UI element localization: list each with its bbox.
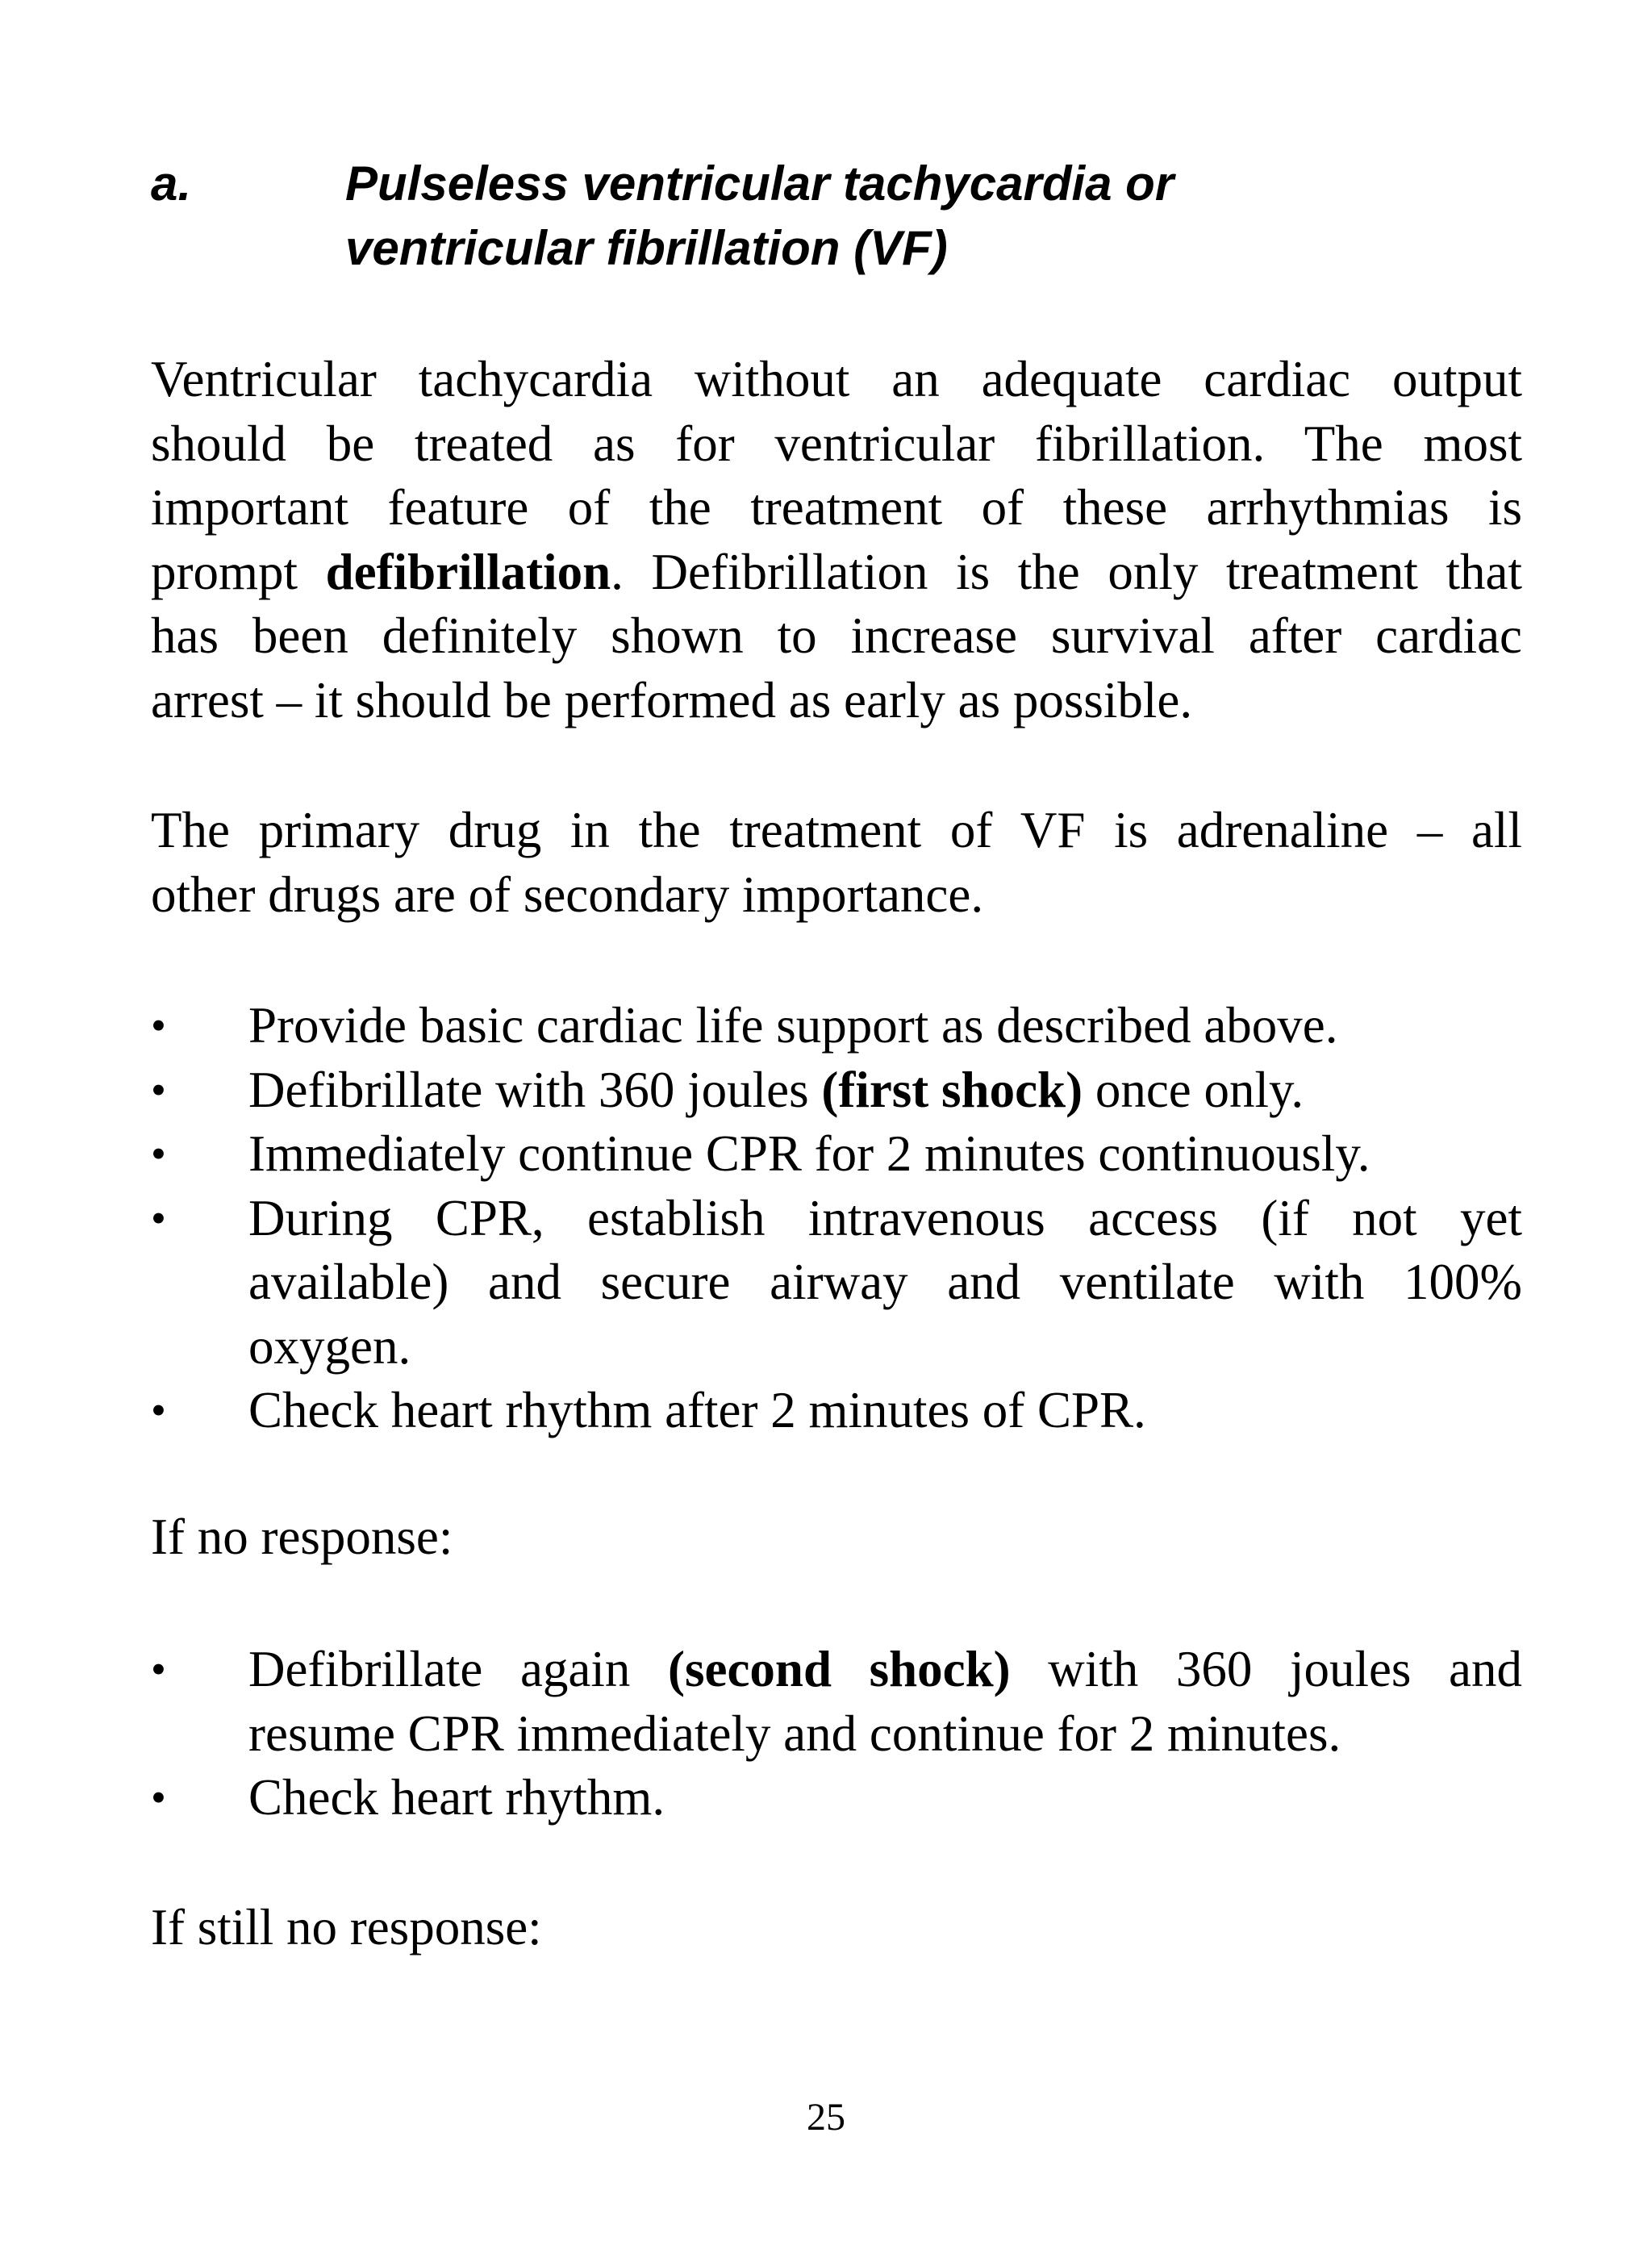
list-item-text: Check heart rhythm after 2 minutes of CPR.	[248, 1382, 1146, 1438]
second-shock-list	[151, 1638, 1522, 1830]
list-item	[151, 1058, 1522, 1123]
paragraph-primary-drug	[151, 799, 1522, 927]
list-item	[151, 994, 1522, 1058]
paragraph-if-no-response	[151, 1505, 1522, 1570]
page-number: 25	[807, 2096, 845, 2139]
section-title	[345, 152, 1475, 281]
bullet-icon: •	[151, 1386, 166, 1434]
section-title-line-2: ventricular fibrillation (VF)	[345, 221, 948, 275]
paragraph-line: The primary drug in the treatment of VF is adrenaline – all	[151, 802, 1522, 858]
paragraph-line: important feature of the treatment of these arrhythmias is	[151, 479, 1522, 536]
bullet-icon: •	[151, 1001, 166, 1050]
paragraph-line: should be treated as for ventricular fibrillation. The most	[151, 415, 1522, 472]
paragraph-line: Ventricular tachycardia without an adequate cardiac output	[151, 351, 1522, 407]
list-item-text: resume CPR immediately and continue for 2 minutes.	[248, 1705, 1341, 1762]
bullet-icon: •	[151, 1065, 166, 1114]
text-run: with 360 joules and	[1010, 1641, 1523, 1697]
bullet-icon: •	[151, 1193, 166, 1242]
paragraph-line: If still no response:	[151, 1899, 542, 1955]
bold-term-defibrillation: defibrillation	[325, 543, 611, 600]
paragraph-line: other drugs are of secondary importance.	[151, 866, 984, 923]
list-item-text: During CPR, establish intravenous access (if not yet	[248, 1189, 1522, 1246]
list-item-text	[248, 1638, 1522, 1702]
bold-term-second-shock: (second shock)	[668, 1641, 1011, 1697]
text-run: prompt	[151, 543, 326, 600]
list-item-text: Provide basic cardiac life support as described above.	[248, 997, 1338, 1054]
list-item-text: available) and secure airway and ventilate with 100%	[248, 1254, 1522, 1310]
paragraph-if-still-no-response	[151, 1896, 1522, 1960]
text-run: once only.	[1083, 1061, 1304, 1118]
list-item-text: oxygen.	[248, 1317, 411, 1375]
section-title-line-1: Pulseless ventricular tachycardia or	[345, 157, 1174, 211]
text-run: Defibrillate with 360 joules	[248, 1061, 822, 1118]
initial-steps-list	[151, 994, 1522, 1443]
bold-term-first-shock: (first shock)	[821, 1061, 1083, 1118]
paragraph-line: has been definitely shown to increase survival after cardiac	[151, 607, 1522, 664]
bullet-icon: •	[151, 1645, 166, 1693]
text-run: Defibrillate again	[248, 1641, 668, 1697]
list-item	[151, 1122, 1522, 1187]
text-run: . Defibrillation is the only treatment that	[611, 543, 1522, 600]
list-item	[151, 1379, 1522, 1443]
list-item	[151, 1638, 1522, 1766]
section-letter: a.	[151, 157, 192, 211]
list-item-text: Check heart rhythm.	[248, 1769, 665, 1826]
bullet-icon: •	[151, 1129, 166, 1178]
paragraph-line: If no response:	[151, 1509, 453, 1565]
list-item	[151, 1187, 1522, 1379]
paragraph-line	[151, 541, 1522, 605]
list-item-text: Immediately continue CPR for 2 minutes continuously.	[248, 1125, 1370, 1182]
list-item	[151, 1766, 1522, 1830]
paragraph-vt-treatment	[151, 348, 1522, 732]
list-item-text	[248, 1058, 1522, 1123]
bullet-icon: •	[151, 1773, 166, 1822]
paragraph-line: arrest – it should be performed as early as possible.	[151, 671, 1193, 728]
